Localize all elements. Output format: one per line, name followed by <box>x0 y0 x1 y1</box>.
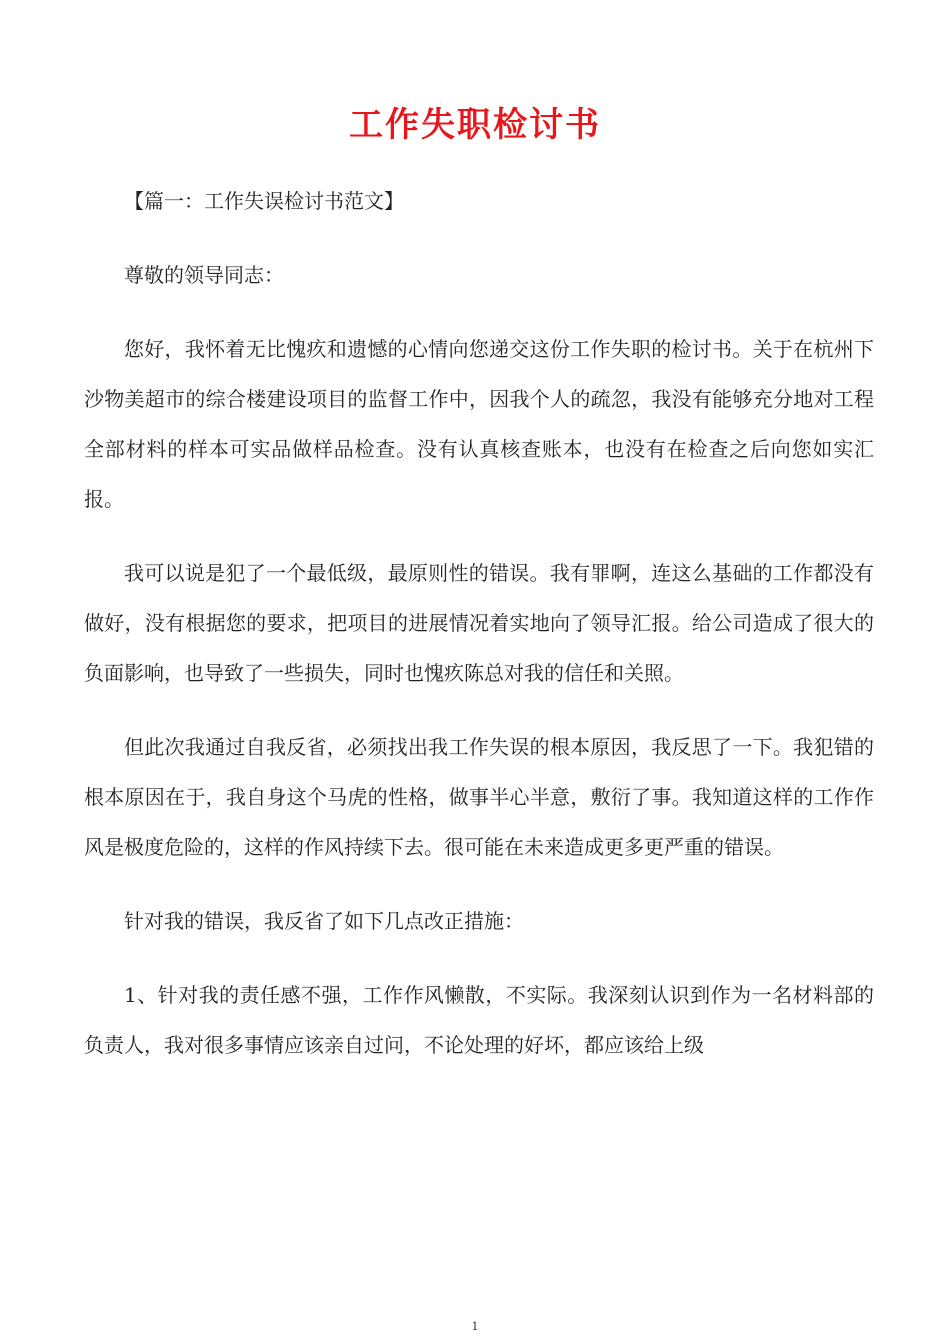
salutation: 尊敬的领导同志： <box>124 263 284 287</box>
paragraph-3: 但此次我通过自我反省，必须找出我工作失误的根本原因，我反思了一下。我犯错的根本原因在于，我自身这个马虎的性格，做事半心半意，敷衍了事。我知道这样的工作作风是极度危险的，这样的作风持续下去。很可能在未来造成更多更严重的错误。 <box>84 735 874 859</box>
section-heading: 【篇一：工作失误检讨书范文】 <box>124 189 404 213</box>
paragraph-5: 1、针对我的责任感不强，工作作风懒散，不实际。我深刻认识到作为一名材料部的负责人，我对很多事情应该亲自过问，不论处理的好坏，都应该给上级 <box>84 983 874 1057</box>
document-title: 工作失职检讨书 <box>349 105 601 145</box>
paragraph-1: 您好，我怀着无比愧疚和遗憾的心情向您递交这份工作失职的检讨书。关于在杭州下沙物美超市的综合楼建设项目的监督工作中，因我个人的疏忽，我没有能够充分地对工程全部材料的样本可实品做样品检查。没有认真核查账本，也没有在检查之后向您如实汇报。 <box>84 337 874 511</box>
paragraph-4: 针对我的错误，我反省了如下几点改正措施： <box>124 909 524 933</box>
page-number: 1 <box>471 1320 479 1333</box>
document-body <box>84 176 874 1094</box>
paragraph-2: 我可以说是犯了一个最低级，最原则性的错误。我有罪啊，连这么基础的工作都没有做好，没有根据您的要求，把项目的进展情况着实地向了领导汇报。给公司造成了很大的负面影响，也导致了一些损失，同时也愧疚陈总对我的信任和关照。 <box>84 561 874 685</box>
